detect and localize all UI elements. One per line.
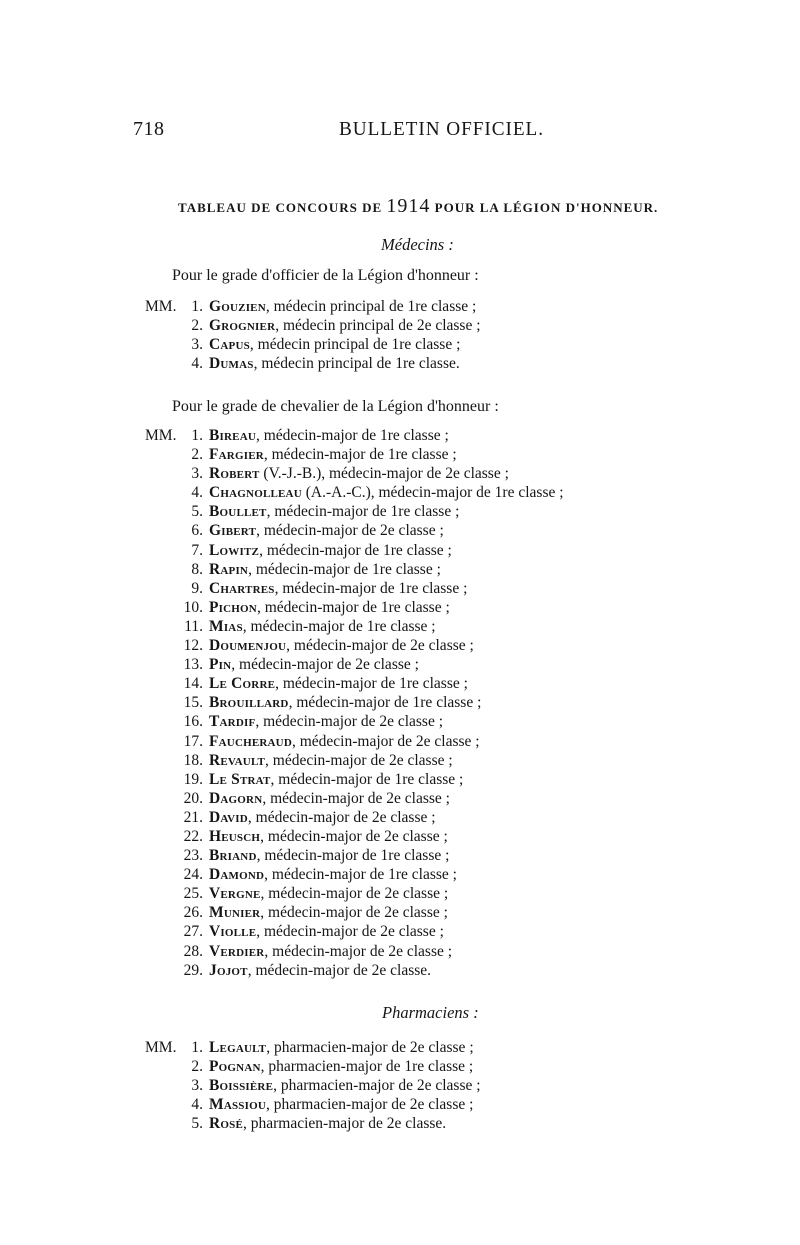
person-name: Mias <box>209 617 243 635</box>
entry-number: 11. <box>184 617 203 635</box>
rank-description: (A.-A.-C.), médecin-major de 1re classe ; <box>301 484 564 502</box>
person-name: Grognier <box>209 317 276 335</box>
entry-text <box>209 1038 474 1057</box>
entry-text <box>209 636 474 655</box>
entry-number: 24. <box>183 866 203 884</box>
entry-number: 10. <box>183 598 203 616</box>
person-name: Pichon <box>209 598 257 616</box>
rank-description: , médecin-major de 1re classe ; <box>248 560 441 578</box>
table-title-before: TABLEAU DE CONCOURS DE <box>178 200 387 215</box>
entry-text <box>209 1095 473 1114</box>
entry-text <box>209 884 448 903</box>
rank-description: , médecin-major de 1re classe ; <box>256 847 450 865</box>
running-title: BULLETIN OFFICIEL. <box>339 118 545 140</box>
person-name: Chagnolleau <box>209 484 302 502</box>
rank-description: , médecin-major de 1re classe ; <box>264 866 457 884</box>
entry-number: 2. <box>191 446 203 464</box>
rank-description: , pharmacien-major de 2e classe ; <box>273 1077 481 1095</box>
person-name: Verdier <box>209 942 265 960</box>
rank-description: , médecin-major de 2e classe ; <box>256 923 444 941</box>
entry-text <box>209 354 460 373</box>
rank-description: , médecin-major de 2e classe ; <box>286 637 474 655</box>
entry-text <box>209 1076 481 1095</box>
entry-text <box>209 1057 473 1076</box>
entry-number: 12. <box>183 637 203 655</box>
entry-number: 17. <box>183 732 203 750</box>
entry-text <box>209 464 509 483</box>
rank-description: , médecin-major de 2e classe ; <box>231 656 419 674</box>
table-title-year: 1914 <box>386 195 431 217</box>
entry-text <box>209 712 443 731</box>
entry-number: 2. <box>191 317 203 335</box>
rank-description: , médecin-major de 2e classe ; <box>256 522 444 540</box>
person-name: Boissière <box>209 1077 274 1095</box>
entry-text <box>209 789 450 808</box>
person-name: Fargier <box>209 446 264 464</box>
entry-number: 29. <box>183 961 203 979</box>
chevalier-grade-line: Pour le grade de chevalier de la Légion d'honneur : <box>172 398 499 415</box>
entry-number: 5. <box>191 1115 203 1133</box>
entry-number: 7. <box>191 541 203 559</box>
entry-number: 3. <box>191 336 203 354</box>
entry-number: 1. <box>191 1039 203 1056</box>
person-name: Doumenjou <box>209 637 287 655</box>
rank-description: , médecin-major de 2e classe ; <box>260 827 448 845</box>
entry-text <box>209 922 444 941</box>
entry-text <box>209 732 480 751</box>
entry-text <box>209 693 481 712</box>
rank-description: , médecin-major de 1re classe ; <box>288 694 482 712</box>
rank-description: , médecin principal de 1re classe. <box>253 355 460 373</box>
entry-number: 26. <box>183 904 203 922</box>
person-name: Le Corre <box>209 675 276 693</box>
entry-number: 16. <box>183 713 203 731</box>
person-name: Le Strat <box>209 770 271 788</box>
entry-number: 1. <box>191 298 203 315</box>
entry-text <box>209 426 449 445</box>
entry-text <box>209 541 452 560</box>
rank-description: , pharmacien-major de 2e classe. <box>243 1115 447 1133</box>
person-name: Damond <box>209 866 265 884</box>
rank-description: , médecin-major de 1re classe ; <box>275 675 468 693</box>
person-name: Boullet <box>209 503 267 521</box>
table-title <box>178 195 658 218</box>
honorific: MM. <box>145 1039 177 1056</box>
rank-description: , médecin principal de 1re classe ; <box>265 298 477 315</box>
entry-text <box>209 961 431 980</box>
entry-text <box>209 808 436 827</box>
table-title-after: POUR LA LÉGION D'HONNEUR. <box>430 200 659 215</box>
entry-number: 21. <box>183 808 203 826</box>
entry-number: 14. <box>183 675 203 693</box>
person-name: Jojot <box>209 961 248 979</box>
rank-description: , médecin-major de 1re classe ; <box>256 427 449 444</box>
entry-text <box>209 335 460 354</box>
page-number: 718 <box>133 118 165 140</box>
rank-description: , médecin-major de 2e classe. <box>247 961 432 979</box>
entry-number: 27. <box>183 923 203 941</box>
person-name: Chartres <box>209 579 275 597</box>
rank-description: , médecin principal de 2e classe ; <box>275 317 481 335</box>
person-name: Gibert <box>209 522 257 540</box>
entry-text <box>209 827 448 846</box>
entry-number: 20. <box>183 789 203 807</box>
entry-number: 3. <box>191 465 203 483</box>
person-name: Dumas <box>209 355 254 373</box>
person-name: David <box>209 808 248 826</box>
rank-description: , médecin-major de 2e classe ; <box>255 713 444 731</box>
entry-text <box>209 751 453 770</box>
rank-description: , médecin-major de 1re classe ; <box>256 598 450 616</box>
person-name: Massiou <box>209 1096 266 1114</box>
rank-description: , médecin-major de 2e classe ; <box>260 904 448 922</box>
entry-text <box>209 483 564 502</box>
entry-text <box>209 846 449 865</box>
person-name: Dagorn <box>209 789 263 807</box>
person-name: Brouillard <box>209 694 289 712</box>
person-name: Pognan <box>209 1058 261 1076</box>
person-name: Capus <box>209 336 250 354</box>
entry-number: 4. <box>191 1096 203 1114</box>
entry-number: 4. <box>191 484 203 502</box>
person-name: Pin <box>209 656 232 674</box>
person-name: Violle <box>209 923 257 941</box>
rank-description: , médecin-major de 1re classe ; <box>274 579 468 597</box>
rank-description: , médecin-major de 1re classe ; <box>259 541 452 559</box>
entry-text <box>209 655 419 674</box>
officier-grade-line: Pour le grade d'officier de la Légion d'honneur : <box>172 267 479 284</box>
pharmaciens-heading: Pharmaciens : <box>382 1003 479 1022</box>
entry-text <box>209 316 481 335</box>
person-name: Faucheraud <box>209 732 292 750</box>
rank-description: , médecin-major de 2e classe ; <box>265 751 453 769</box>
medecins-heading: Médecins : <box>381 235 454 254</box>
entry-text <box>209 942 452 961</box>
entry-text <box>209 560 441 579</box>
person-name: Rapin <box>209 560 249 578</box>
rank-description: (V.-J.-B.), médecin-major de 2e classe ; <box>259 465 509 483</box>
person-name: Rosé <box>209 1115 244 1133</box>
entry-number: 5. <box>191 503 203 521</box>
rank-description: , médecin principal de 1re classe ; <box>249 336 461 354</box>
person-name: Tardif <box>209 713 256 731</box>
entry-number: 18. <box>183 751 203 769</box>
person-name: Legault <box>209 1039 267 1056</box>
rank-description: , pharmacien-major de 2e classe ; <box>266 1096 474 1114</box>
rank-description: , médecin-major de 1re classe ; <box>270 770 464 788</box>
rank-description: , médecin-major de 1re classe ; <box>242 617 436 635</box>
person-name: Briand <box>209 847 257 865</box>
entry-number: 3. <box>191 1077 203 1095</box>
entry-number: 22. <box>183 827 203 845</box>
entry-number: 28. <box>183 942 203 960</box>
person-name: Revault <box>209 751 266 769</box>
entry-number: 6. <box>191 522 203 540</box>
entry-number: 4. <box>191 355 203 373</box>
entry-text <box>209 865 457 884</box>
entry-number: 25. <box>183 885 203 903</box>
entry-text <box>209 521 444 540</box>
entry-number: 23. <box>183 847 203 865</box>
entry-text <box>209 598 450 617</box>
rank-description: , médecin-major de 1re classe ; <box>263 446 457 464</box>
person-name: Gouzien <box>209 298 266 315</box>
person-name: Lowitz <box>209 541 260 559</box>
honorific: MM. <box>145 427 177 444</box>
entry-number: 15. <box>183 694 203 712</box>
entry-number: 1. <box>191 427 203 444</box>
rank-description: , médecin-major de 2e classe ; <box>291 732 480 750</box>
rank-description: , médecin-major de 2e classe ; <box>264 942 453 960</box>
entry-number: 9. <box>191 579 203 597</box>
rank-description: , médecin-major de 2e classe ; <box>260 885 449 903</box>
entry-text <box>209 770 463 789</box>
person-name: Heusch <box>209 827 261 845</box>
person-name: Bireau <box>209 427 256 444</box>
entry-text <box>209 445 457 464</box>
rank-description: , médecin-major de 1re classe ; <box>266 503 460 521</box>
person-name: Robert <box>209 465 260 483</box>
entry-text <box>209 1114 446 1133</box>
entry-text <box>209 617 436 636</box>
rank-description: , médecin-major de 2e classe ; <box>247 808 436 826</box>
person-name: Vergne <box>209 885 261 903</box>
entry-text <box>209 579 467 598</box>
entry-number: 19. <box>183 770 203 788</box>
entry-text <box>209 297 476 316</box>
entry-number: 13. <box>183 656 203 674</box>
rank-description: , pharmacien-major de 1re classe ; <box>260 1058 474 1076</box>
honorific: MM. <box>145 298 177 315</box>
entry-text <box>209 674 468 693</box>
rank-description: , pharmacien-major de 2e classe ; <box>266 1039 474 1056</box>
entry-text <box>209 903 448 922</box>
person-name: Munier <box>209 904 261 922</box>
entry-number: 8. <box>191 560 203 578</box>
entry-text <box>209 502 459 521</box>
entry-number: 2. <box>191 1058 203 1076</box>
rank-description: , médecin-major de 2e classe ; <box>262 789 450 807</box>
